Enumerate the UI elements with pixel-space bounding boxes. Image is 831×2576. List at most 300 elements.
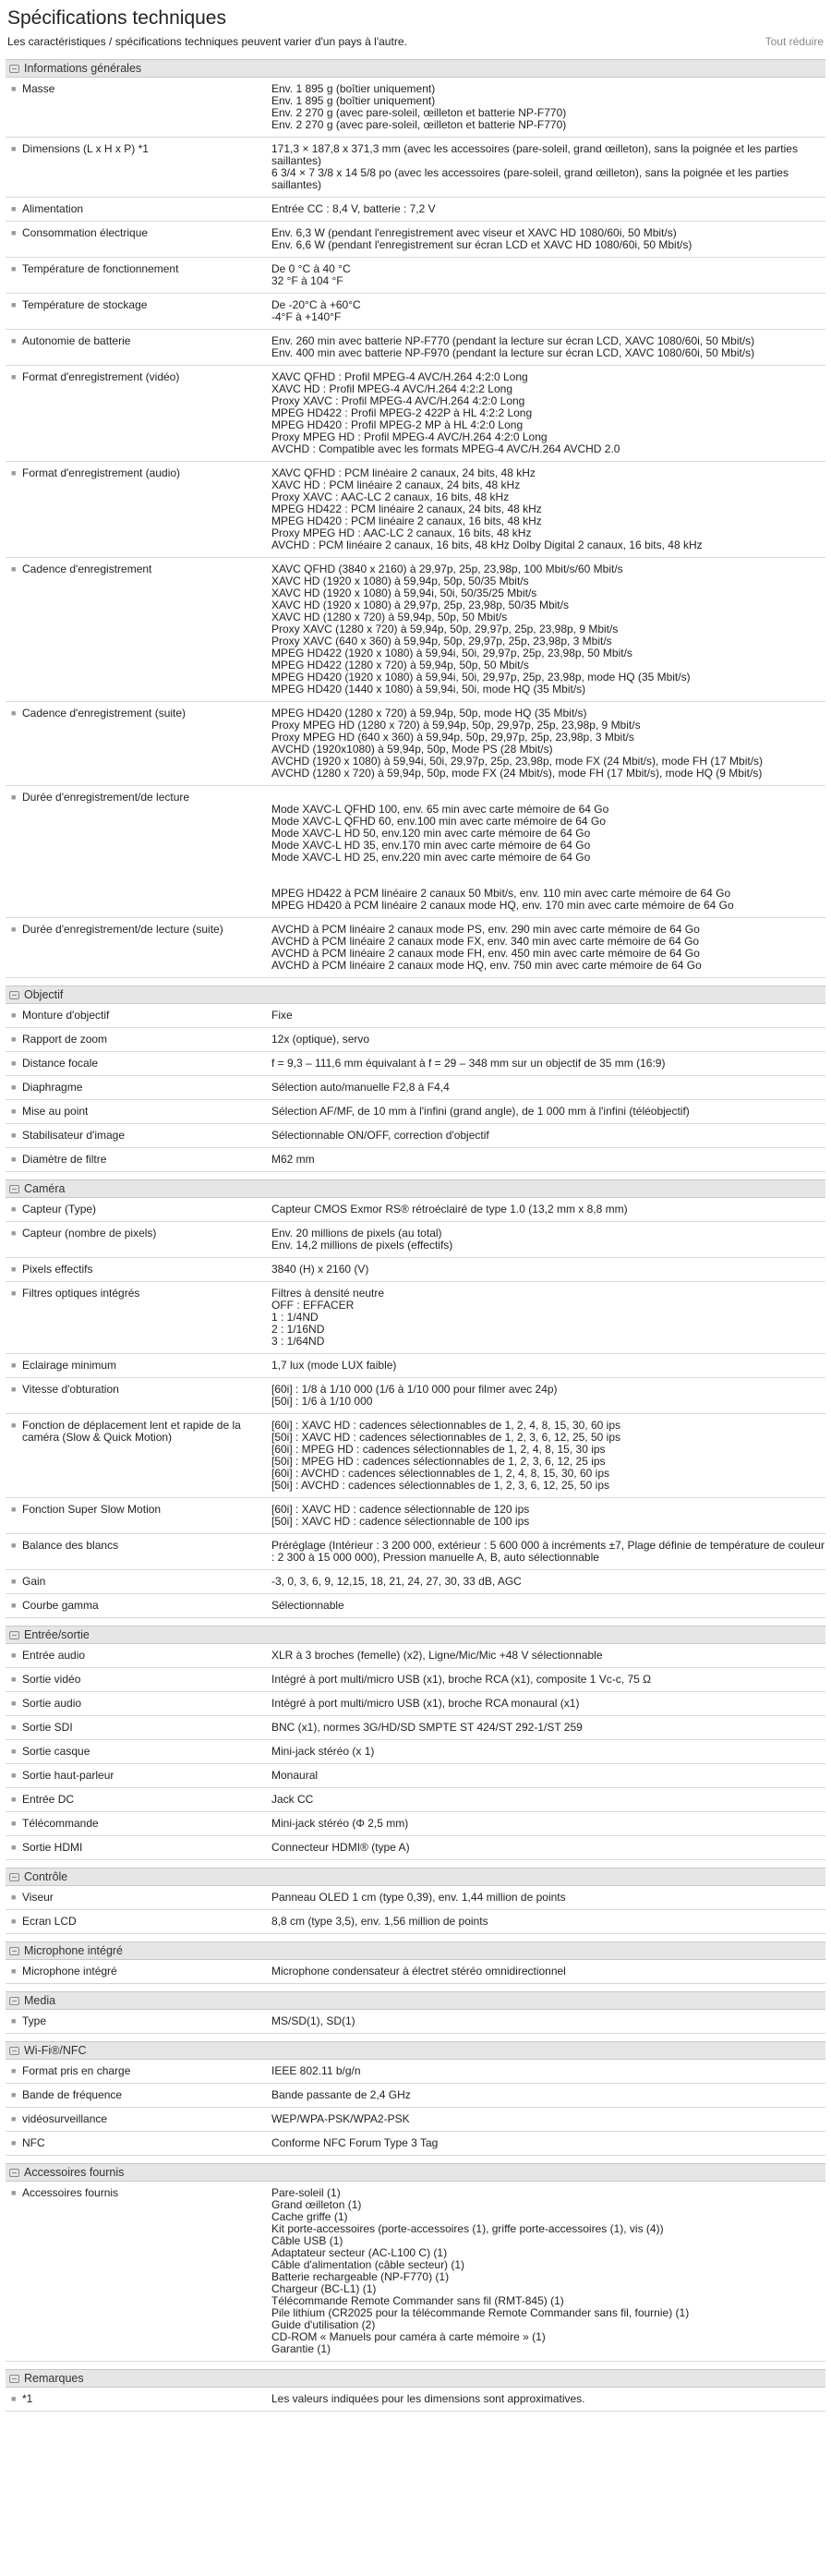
spec-value xyxy=(271,294,825,329)
spec-label-cell xyxy=(6,1498,271,1533)
spec-row xyxy=(6,462,825,558)
spec-value-line: Env. 400 min avec batterie NP-F970 (pendant la lecture sur écran LCD, XAVC 1080/60i, 50 Mbit/s) xyxy=(271,346,755,359)
spec-row xyxy=(6,1764,825,1788)
spec-value xyxy=(271,2060,825,2083)
section-title: Caméra xyxy=(24,1182,66,1195)
spec-label-cell xyxy=(6,1354,271,1377)
spec-label-cell xyxy=(6,1148,271,1171)
spec-value-line: 8,8 cm (type 3,5), env. 1,56 million de points xyxy=(271,1915,488,1928)
bullet-icon: ■ xyxy=(11,1288,17,1298)
spec-value-line: Pile lithium (CR2025 pour la télécommande Remote Commander sans fil, fournie) (1) xyxy=(271,2306,690,2319)
spec-section xyxy=(6,986,825,1172)
spec-value-line: f = 9,3 – 111,6 mm équivalant à f = 29 – 348 mm sur un objectif de 35 mm (16:9) xyxy=(271,1057,666,1070)
spec-label-cell xyxy=(6,1198,271,1221)
spec-label-cell xyxy=(6,918,271,977)
spec-label-cell xyxy=(6,2060,271,2083)
spec-label: Fonction Super Slow Motion xyxy=(22,1503,162,1516)
section-header[interactable] xyxy=(6,1991,825,2010)
spec-row xyxy=(6,1644,825,1668)
spec-value-line: [50i] : AVCHD : cadences sélectionnables de 1, 2, 3, 6, 12, 25, 50 ips xyxy=(271,1479,609,1492)
spec-row xyxy=(6,1812,825,1836)
spec-label-cell xyxy=(6,330,271,365)
spec-value-line: Env. 2 270 g (avec pare-soleil, œilleton et batterie NP-F770) xyxy=(271,106,567,119)
spec-value-line: De -20°C à +60°C xyxy=(271,298,361,311)
spec-label-cell xyxy=(6,1534,271,1569)
spec-label: Sortie casque xyxy=(22,1745,90,1758)
spec-label: Durée d'enregistrement/de lecture (suite) xyxy=(22,923,223,936)
spec-row xyxy=(6,2108,825,2132)
spec-value-line: [50i] : 1/6 à 1/10 000 xyxy=(271,1395,373,1408)
spec-value-line: AVCHD : Compatible avec les formats MPEG-4 AVC/H.264 AVCHD 2.0 xyxy=(271,442,620,455)
bullet-icon: ■ xyxy=(11,300,17,309)
spec-value xyxy=(271,558,825,701)
spec-value-line: Grand œilleton (1) xyxy=(271,2198,362,2211)
spec-row xyxy=(6,1004,825,1028)
collapse-toggle-icon[interactable] xyxy=(9,2047,19,2055)
spec-row xyxy=(6,1258,825,1282)
spec-section xyxy=(6,1941,825,1984)
spec-value-line: MPEG HD420 (1440 x 1080) à 59,94i, 50i, mode HQ (35 Mbit/s) xyxy=(271,683,586,695)
spec-value-line: Guide d'utilisation (2) xyxy=(271,2318,376,2331)
spec-value-line: XAVC QFHD : PCM linéaire 2 canaux, 24 bits, 48 kHz xyxy=(271,466,536,479)
bullet-icon: ■ xyxy=(11,372,17,381)
spec-value-line: AVCHD : PCM linéaire 2 canaux, 16 bits, 48 kHz Dolby Digital 2 canaux, 16 bits, 48 kHz xyxy=(271,538,703,551)
spec-value-line: Pare-soleil (1) xyxy=(271,2186,341,2199)
bullet-icon: ■ xyxy=(11,1699,17,1708)
bullet-icon: ■ xyxy=(11,1034,17,1044)
spec-label-cell xyxy=(6,702,271,785)
spec-value xyxy=(271,1534,825,1569)
spec-label: Mise au point xyxy=(22,1105,89,1118)
bullet-icon: ■ xyxy=(11,1723,17,1732)
spec-value xyxy=(271,1812,825,1835)
bullet-icon: ■ xyxy=(11,1264,17,1274)
spec-label: Consommation électrique xyxy=(22,226,149,239)
page-subtitle: Les caractéristiques / spécifications techniques peuvent varier d'un pays à l'autre. xyxy=(7,35,407,48)
spec-sections xyxy=(6,59,825,2412)
spec-value xyxy=(271,1692,825,1715)
spec-label: Alimentation xyxy=(22,202,84,215)
spec-label: Capteur (Type) xyxy=(22,1203,97,1215)
spec-label-cell xyxy=(6,1378,271,1413)
bullet-icon: ■ xyxy=(11,1228,17,1238)
spec-label-cell xyxy=(6,1886,271,1909)
spec-value xyxy=(271,702,825,785)
spec-label-cell xyxy=(6,366,271,461)
spec-value-line: Env. 14,2 millions de pixels (effectifs) xyxy=(271,1239,453,1252)
spec-value-line: AVCHD (1920x1080) à 59,94p, 50p, Mode PS (28 Mbit/s) xyxy=(271,743,553,756)
spec-label-cell xyxy=(6,198,271,221)
spec-value xyxy=(271,2084,825,2107)
spec-row xyxy=(6,1960,825,1984)
spec-value-line: MPEG HD422 : Profil MPEG-2 422P à HL 4:2:2 Long xyxy=(271,406,533,419)
spec-label-cell xyxy=(6,258,271,293)
spec-value-line: [60i] : XAVC HD : cadence sélectionnable de 120 ips xyxy=(271,1503,530,1516)
spec-label: Accessoires fournis xyxy=(22,2186,119,2199)
spec-value-line: Proxy XAVC (640 x 360) à 59,94p, 50p, 29,97p, 25p, 23,98p, 3 Mbit/s xyxy=(271,635,612,647)
spec-label: Entrée DC xyxy=(22,1793,75,1806)
spec-value-line: MS/SD(1), SD(1) xyxy=(271,2014,355,2027)
spec-row xyxy=(6,78,825,138)
spec-row xyxy=(6,222,825,258)
spec-value-line: Proxy MPEG HD (640 x 360) à 59,94p, 50p, 29,97p, 25p, 23,98p, 3 Mbit/s xyxy=(271,731,634,744)
bullet-icon: ■ xyxy=(11,1541,17,1550)
spec-value-line: 3 : 1/64ND xyxy=(271,1335,325,1348)
spec-row xyxy=(6,1534,825,1570)
spec-row xyxy=(6,786,825,918)
spec-label: Eclairage minimum xyxy=(22,1359,117,1372)
spec-value xyxy=(271,1644,825,1667)
spec-row xyxy=(6,1198,825,1222)
spec-row xyxy=(6,1570,825,1594)
spec-row xyxy=(6,1788,825,1812)
bullet-icon: ■ xyxy=(11,792,17,802)
section-header[interactable] xyxy=(6,1626,825,1644)
spec-label: Température de fonctionnement xyxy=(22,262,179,275)
spec-value-line: Kit porte-accessoires (porte-accessoires (1), griffe porte-accessoires (1), vis (4)) xyxy=(271,2222,664,2235)
bullet-icon: ■ xyxy=(11,564,17,574)
spec-value xyxy=(271,1198,825,1221)
spec-value-line: XAVC HD (1920 x 1080) à 29,97p, 25p, 23,98p, 50/35 Mbit/s xyxy=(271,599,569,611)
spec-value xyxy=(271,2388,825,2411)
spec-label-cell xyxy=(6,1692,271,1715)
spec-value-line: XAVC HD : PCM linéaire 2 canaux, 24 bits, 48 kHz xyxy=(271,478,521,491)
bullet-icon: ■ xyxy=(11,1361,17,1370)
spec-value xyxy=(271,2108,825,2131)
spec-label: Filtres optiques intégrés xyxy=(22,1287,140,1300)
spec-value-line: De 0 °C à 40 °C xyxy=(271,262,351,275)
spec-label-cell xyxy=(6,1570,271,1593)
spec-label-cell xyxy=(6,786,271,917)
spec-row xyxy=(6,2084,825,2108)
spec-value xyxy=(271,1764,825,1787)
spec-value-line: Sélection auto/manuelle F2,8 à F4,4 xyxy=(271,1081,450,1094)
spec-value xyxy=(271,1282,825,1353)
spec-label-cell xyxy=(6,1764,271,1787)
spec-value-line: MPEG HD420 à PCM linéaire 2 canaux mode HQ, env. 170 min avec carte mémoire de 64 Go xyxy=(271,899,734,912)
spec-label: Cadence d'enregistrement (suite) xyxy=(22,707,187,720)
spec-label: Pixels effectifs xyxy=(22,1263,93,1276)
spec-section xyxy=(6,1626,825,1860)
bullet-icon: ■ xyxy=(11,1385,17,1394)
bullet-icon: ■ xyxy=(11,1010,17,1020)
spec-value-line: Les valeurs indiquées pour les dimensions sont approximatives. xyxy=(271,2392,585,2405)
spec-label-cell xyxy=(6,1124,271,1147)
spec-value-line: AVCHD à PCM linéaire 2 canaux mode FH, env. 450 min avec carte mémoire de 64 Go xyxy=(271,947,700,960)
spec-label-cell xyxy=(6,294,271,329)
spec-value-line: 32 °F à 104 °F xyxy=(271,274,343,287)
bullet-icon: ■ xyxy=(11,264,17,273)
spec-value-line: MPEG HD420 : Profil MPEG-2 MP à HL 4:2:0 Long xyxy=(271,418,524,431)
collapse-toggle-icon[interactable] xyxy=(9,65,19,73)
spec-value xyxy=(271,1740,825,1763)
section-header[interactable] xyxy=(6,1868,825,1886)
spec-section xyxy=(6,1991,825,2034)
spec-value-line: 12x (optique), servo xyxy=(271,1033,370,1046)
section-title: Entrée/sortie xyxy=(24,1628,90,1641)
spec-label: Stabilisateur d'image xyxy=(22,1129,126,1142)
spec-value-line: Mini-jack stéréo (x 1) xyxy=(271,1745,375,1758)
spec-value-line: MPEG HD420 (1280 x 720) à 59,94p, 50p, mode HQ (35 Mbit/s) xyxy=(271,707,587,720)
collapse-toggle-icon[interactable] xyxy=(9,991,19,999)
spec-value-line: [60i] : AVCHD : cadences sélectionnables de 1, 2, 4, 8, 15, 30, 60 ips xyxy=(271,1467,609,1480)
spec-value-line: AVCHD à PCM linéaire 2 canaux mode HQ, env. 750 min avec carte mémoire de 64 Go xyxy=(271,959,702,972)
spec-row xyxy=(6,2132,825,2156)
bullet-icon: ■ xyxy=(11,2188,17,2197)
bullet-icon: ■ xyxy=(11,1795,17,1804)
bullet-icon: ■ xyxy=(11,708,17,718)
spec-value xyxy=(271,1960,825,1983)
spec-row xyxy=(6,1378,825,1414)
spec-label: Microphone intégré xyxy=(22,1965,117,1977)
spec-label: Sortie HDMI xyxy=(22,1841,83,1854)
spec-label: Type xyxy=(22,2014,47,2027)
spec-label: Format d'enregistrement (audio) xyxy=(22,466,181,479)
spec-value-line: Proxy XAVC : AAC-LC 2 canaux, 16 bits, 48 kHz xyxy=(271,490,510,503)
bullet-icon: ■ xyxy=(11,925,17,934)
spec-value-line: MPEG HD422 (1280 x 720) à 59,94p, 50p, 50 Mbit/s xyxy=(271,659,529,671)
spec-label: Vitesse d'obturation xyxy=(22,1383,119,1396)
spec-value-line: [50i] : XAVC HD : cadence sélectionnable de 100 ips xyxy=(271,1515,530,1528)
spec-row xyxy=(6,2010,825,2034)
spec-label-cell xyxy=(6,1788,271,1811)
spec-value xyxy=(271,1910,825,1933)
spec-row xyxy=(6,1716,825,1740)
spec-label: Sortie audio xyxy=(22,1697,82,1710)
spec-row xyxy=(6,1148,825,1172)
spec-row xyxy=(6,1692,825,1716)
spec-label: Cadence d'enregistrement xyxy=(22,562,152,575)
spec-value-line: Capteur CMOS Exmor RS® rétroéclairé de type 1.0 (13,2 mm x 8,8 mm) xyxy=(271,1203,628,1215)
spec-row xyxy=(6,1028,825,1052)
spec-section xyxy=(6,2041,825,2156)
spec-value xyxy=(271,78,825,137)
spec-label-cell xyxy=(6,2132,271,2155)
spec-value-line: Mode XAVC-L QFHD 60, env.100 min avec carte mémoire de 64 Go xyxy=(271,815,606,828)
spec-value-line: Proxy MPEG HD (1280 x 720) à 59,94p, 50p, 29,97p, 25p, 23,98p, 9 Mbit/s xyxy=(271,719,641,732)
spec-value-line: Env. 1 895 g (boîtier uniquement) xyxy=(271,82,436,95)
spec-value xyxy=(271,1076,825,1099)
spec-value-line: Chargeur (BC-L1) (1) xyxy=(271,2282,377,2295)
collapse-toggle-icon[interactable] xyxy=(9,1631,19,1639)
spec-label: NFC xyxy=(22,2136,45,2149)
spec-label: vidéosurveillance xyxy=(22,2112,108,2125)
bullet-icon: ■ xyxy=(11,1204,17,1214)
bullet-icon: ■ xyxy=(11,1819,17,1828)
spec-value-line: AVCHD (1280 x 720) à 59,94p, 50p, mode FX (24 Mbit/s), mode FH (17 Mbit/s), mode HQ (9 Mbit/s) xyxy=(271,767,763,780)
spec-section xyxy=(6,59,825,978)
collapse-toggle-icon[interactable] xyxy=(9,1185,19,1193)
section-header[interactable] xyxy=(6,1179,825,1198)
spec-label-cell xyxy=(6,2084,271,2107)
spec-row xyxy=(6,330,825,366)
spec-value xyxy=(271,1594,825,1617)
spec-label-cell xyxy=(6,1282,271,1353)
spec-row xyxy=(6,2388,825,2412)
bullet-icon: ■ xyxy=(11,1747,17,1756)
spec-value-line: Garantie (1) xyxy=(271,2342,331,2355)
spec-label: Monture d'objectif xyxy=(22,1009,110,1022)
spec-value xyxy=(271,138,825,197)
spec-value-line: Panneau OLED 1 cm (type 0,39), env. 1,44 million de points xyxy=(271,1891,566,1904)
spec-label: Format pris en charge xyxy=(22,2064,131,2077)
spec-value-line: Env. 6,6 W (pendant l'enregistrement sur écran LCD et XAVC HD 1080/60i, 50 Mbit/s) xyxy=(271,238,692,251)
collapse-toggle-icon[interactable] xyxy=(9,1947,19,1955)
spec-value-line: M62 mm xyxy=(271,1153,315,1166)
spec-label: Format d'enregistrement (vidéo) xyxy=(22,370,180,383)
section-title: Accessoires fournis xyxy=(24,2166,125,2179)
collapse-all-link[interactable]: Tout réduire xyxy=(765,35,824,48)
bullet-icon: ■ xyxy=(11,2066,17,2075)
spec-value-line: XAVC QFHD : Profil MPEG-4 AVC/H.264 4:2:0 Long xyxy=(271,370,528,383)
section-title: Media xyxy=(24,1994,56,2007)
spec-value xyxy=(271,1028,825,1051)
spec-value-line: Mini-jack stéréo (Φ 2,5 mm) xyxy=(271,1817,409,1830)
spec-label-cell xyxy=(6,1716,271,1739)
spec-row xyxy=(6,2060,825,2084)
spec-value xyxy=(271,462,825,557)
spec-value xyxy=(271,2182,825,2361)
spec-value-line: Env. 260 min avec batterie NP-F770 (pendant la lecture sur écran LCD, XAVC 1080/60i, 50 Mbit/s) xyxy=(271,334,755,347)
bullet-icon: ■ xyxy=(11,1771,17,1780)
bullet-icon: ■ xyxy=(11,1577,17,1586)
spec-label-cell xyxy=(6,2108,271,2131)
spec-label: Distance focale xyxy=(22,1057,99,1070)
spec-section xyxy=(6,2163,825,2362)
spec-value xyxy=(271,1258,825,1281)
spec-page xyxy=(6,0,825,2412)
spec-value-line: Intégré à port multi/micro USB (x1), broche RCA (x1), composite 1 Vc-c, 75 Ω xyxy=(271,1673,652,1686)
bullet-icon: ■ xyxy=(11,468,17,478)
spec-value-line: Intégré à port multi/micro USB (x1), broche RCA monaural (x1) xyxy=(271,1697,580,1710)
bullet-icon: ■ xyxy=(11,1843,17,1852)
spec-value-line: MPEG HD422 (1920 x 1080) à 59,94i, 50i, 29,97p, 25p, 23,98p, 50 Mbit/s xyxy=(271,647,632,659)
spec-value-line: Microphone condensateur à électret stéréo omnidirectionnel xyxy=(271,1965,566,1977)
spec-row xyxy=(6,1910,825,1934)
section-header[interactable] xyxy=(6,2163,825,2182)
spec-value-line: XAVC HD (1280 x 720) à 59,94p, 50p, 50 Mbit/s xyxy=(271,611,508,623)
spec-value-line: 1 : 1/4ND xyxy=(271,1311,319,1324)
bullet-icon: ■ xyxy=(11,1107,17,1116)
spec-label-cell xyxy=(6,222,271,257)
section-header[interactable] xyxy=(6,59,825,78)
bullet-icon: ■ xyxy=(11,1651,17,1660)
section-title: Contrôle xyxy=(24,1870,68,1883)
collapse-toggle-icon[interactable] xyxy=(9,1997,19,2005)
section-header[interactable] xyxy=(6,2369,825,2388)
spec-row xyxy=(6,702,825,786)
spec-value-line: Adaptateur secteur (AC-L100 C) (1) xyxy=(271,2246,448,2259)
spec-value-line: Filtres à densité neutre xyxy=(271,1287,385,1300)
spec-value xyxy=(271,1668,825,1691)
spec-value-line: MPEG HD420 : PCM linéaire 2 canaux, 16 bits, 48 kHz xyxy=(271,514,542,527)
collapse-toggle-icon[interactable] xyxy=(9,2169,19,2177)
section-header[interactable] xyxy=(6,986,825,1004)
spec-label-cell xyxy=(6,558,271,701)
spec-label-cell xyxy=(6,1004,271,1027)
spec-value-line: Env. 1 895 g (boîtier uniquement) xyxy=(271,94,436,107)
spec-value-line: Sélection AF/MF, de 10 mm à l'infini (grand angle), de 1 000 mm à l'infini (téléobjectif) xyxy=(271,1105,690,1118)
spec-label: Température de stockage xyxy=(22,298,148,311)
spec-value-line: Monaural xyxy=(271,1769,319,1782)
spec-value-line: Sélectionnable xyxy=(271,1599,344,1612)
spec-value-line: Jack CC xyxy=(271,1793,314,1806)
bullet-icon: ■ xyxy=(11,336,17,345)
section-title: Microphone intégré xyxy=(24,1944,124,1957)
bullet-icon: ■ xyxy=(11,2138,17,2147)
spec-value-line: Batterie rechargeable (NP-F770) (1) xyxy=(271,2270,450,2283)
spec-row xyxy=(6,2182,825,2362)
spec-row xyxy=(6,1100,825,1124)
spec-value xyxy=(271,258,825,293)
spec-value-line: Entrée CC : 8,4 V, batterie : 7,2 V xyxy=(271,202,436,215)
spec-value-line: Cache griffe (1) xyxy=(271,2210,348,2223)
spec-row xyxy=(6,1594,825,1618)
spec-row xyxy=(6,198,825,222)
bullet-icon: ■ xyxy=(11,1675,17,1684)
section-header[interactable] xyxy=(6,1941,825,1960)
spec-value-line: 2 : 1/16ND xyxy=(271,1323,325,1336)
spec-section xyxy=(6,1868,825,1934)
spec-label: Viseur xyxy=(22,1891,54,1904)
spec-label: Autonomie de batterie xyxy=(22,334,131,347)
spec-value-line: [60i] : MPEG HD : cadences sélectionnables de 1, 2, 4, 8, 15, 30 ips xyxy=(271,1443,606,1456)
spec-value xyxy=(271,1788,825,1811)
spec-label-cell xyxy=(6,1222,271,1257)
bullet-icon: ■ xyxy=(11,2394,17,2403)
spec-label-cell xyxy=(6,1414,271,1497)
bullet-icon: ■ xyxy=(11,228,17,237)
spec-label-cell xyxy=(6,1028,271,1051)
spec-value-line: Conforme NFC Forum Type 3 Tag xyxy=(271,2136,439,2149)
bullet-icon: ■ xyxy=(11,1601,17,1610)
spec-value-line: -4°F à +140°F xyxy=(271,310,342,323)
bullet-icon: ■ xyxy=(11,2016,17,2026)
collapse-toggle-icon[interactable] xyxy=(9,1873,19,1881)
spec-value-line: XAVC HD : Profil MPEG-4 AVC/H.264 4:2:2 Long xyxy=(271,382,512,395)
spec-value-line: AVCHD (1920 x 1080) à 59,94i, 50i, 29,97p, 25p, 23,98p, mode FX (24 Mbit/s), mode FH (17 Mbit/s) xyxy=(271,755,764,768)
spec-value-line: Fixe xyxy=(271,1009,293,1022)
spec-value-line: 171,3 × 187,8 x 371,3 mm (avec les accessoires (pare-soleil, grand œilleton), sans la poignée et les parties saillantes) xyxy=(271,142,798,167)
spec-value xyxy=(271,2132,825,2155)
spec-value xyxy=(271,1414,825,1497)
spec-value xyxy=(271,1052,825,1075)
spec-label-cell xyxy=(6,1910,271,1933)
bullet-icon: ■ xyxy=(11,144,17,153)
bullet-icon: ■ xyxy=(11,84,17,93)
spec-label-cell xyxy=(6,1258,271,1281)
collapse-toggle-icon[interactable] xyxy=(9,2375,19,2383)
spec-row xyxy=(6,294,825,330)
spec-label: Diamètre de filtre xyxy=(22,1153,107,1166)
spec-label: Courbe gamma xyxy=(22,1599,99,1612)
spec-value xyxy=(271,786,825,917)
spec-label: Masse xyxy=(22,82,55,95)
spec-value-line: [60i] : 1/8 à 1/10 000 (1/6 à 1/10 000 pour filmer avec 24p) xyxy=(271,1383,558,1396)
spec-row xyxy=(6,1668,825,1692)
spec-value xyxy=(271,1354,825,1377)
spec-value xyxy=(271,366,825,461)
spec-value-line xyxy=(271,864,825,876)
spec-value-line: Env. 6,3 W (pendant l'enregistrement avec viseur et XAVC HD 1080/60i, 50 Mbit/s) xyxy=(271,226,677,239)
spec-value-line: [60i] : XAVC HD : cadences sélectionnables de 1, 2, 4, 8, 15, 30, 60 ips xyxy=(271,1419,620,1432)
spec-value-line: Proxy MPEG HD : AAC-LC 2 canaux, 16 bits, 48 kHz xyxy=(271,526,532,539)
section-header[interactable] xyxy=(6,2041,825,2060)
section-title: Objectif xyxy=(24,988,64,1001)
bullet-icon: ■ xyxy=(11,2114,17,2123)
spec-value xyxy=(271,1004,825,1027)
bullet-icon: ■ xyxy=(11,2090,17,2099)
